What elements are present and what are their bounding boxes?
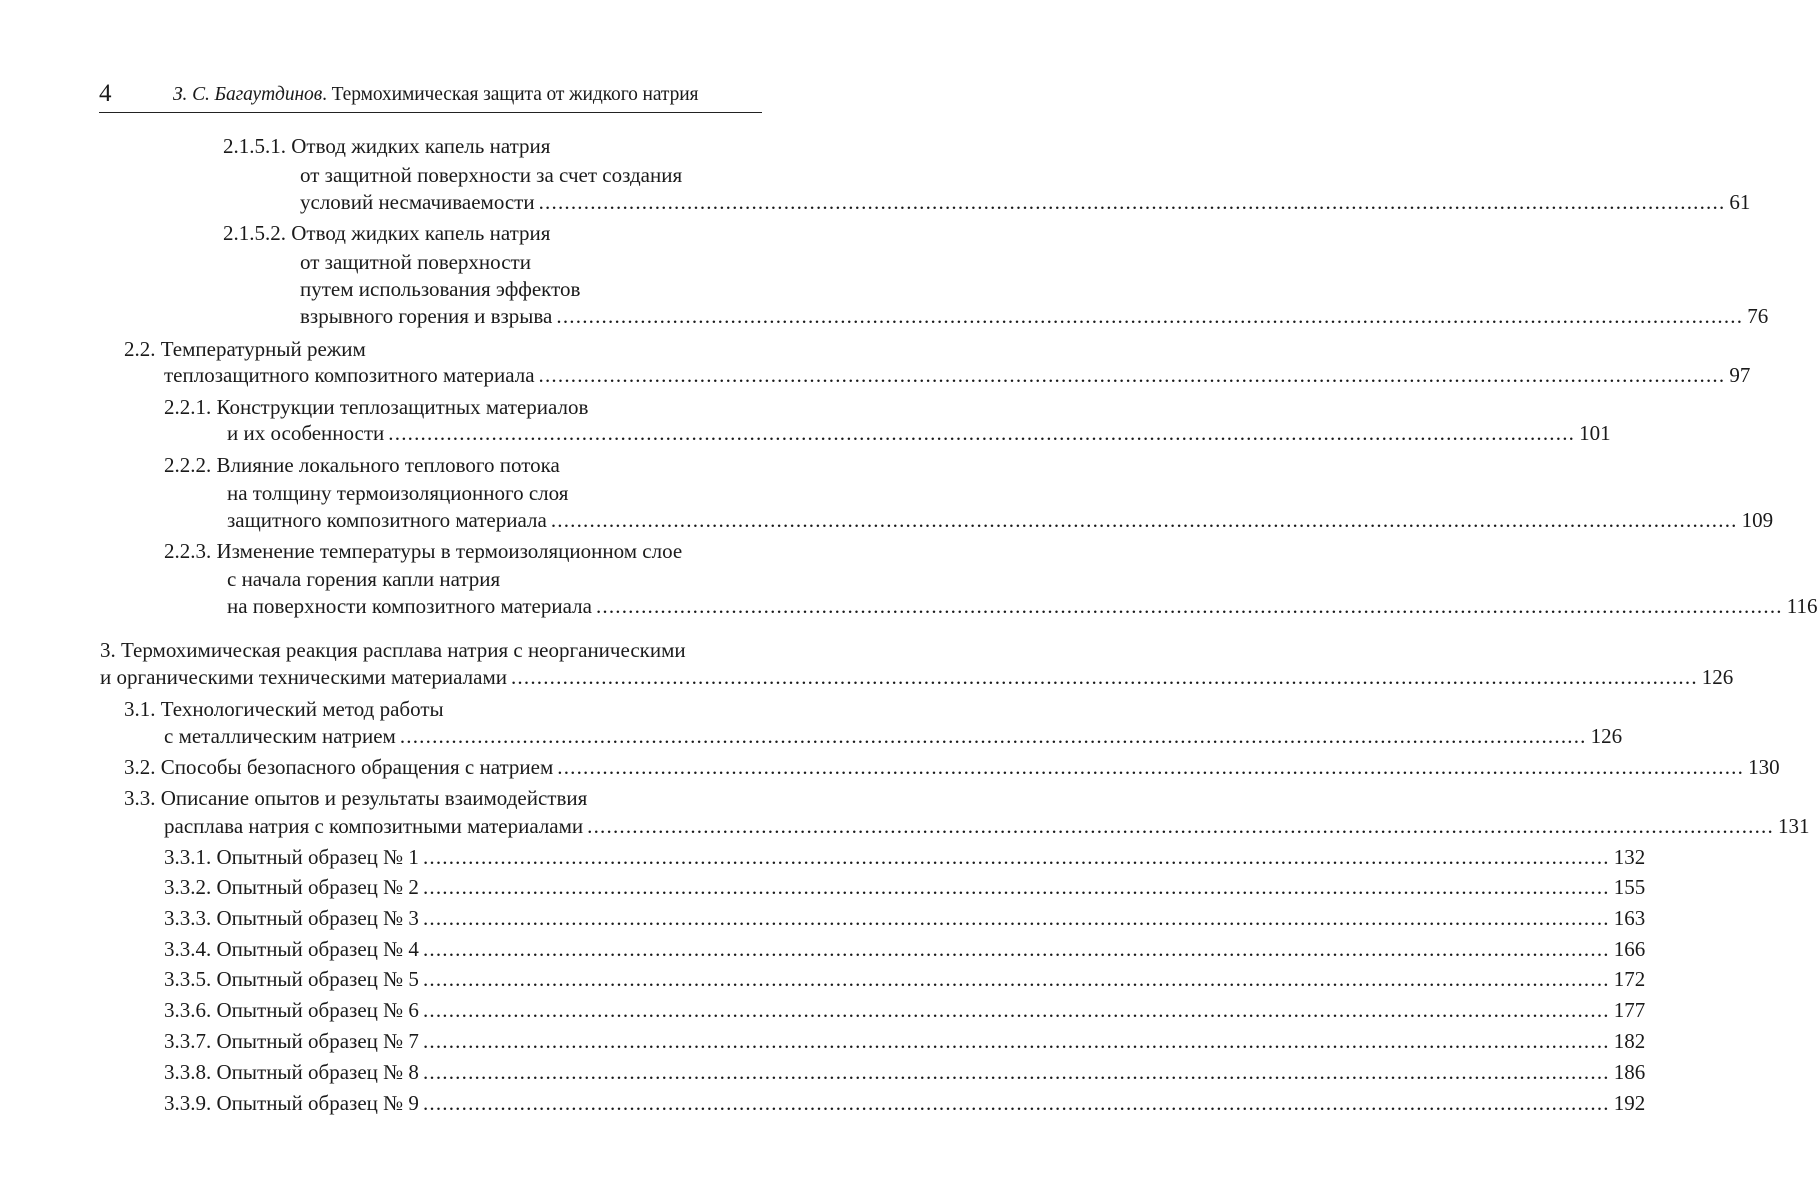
toc-entry-title: с металлическим натрием xyxy=(164,724,396,748)
toc-line: с начала горения капли натрия xyxy=(227,567,501,591)
toc-page-number: 132 xyxy=(1613,845,1646,869)
toc-page-number: 131 xyxy=(1777,814,1810,838)
toc-entry-title: взрывного горения и взрыва xyxy=(300,304,553,328)
toc-line: 3. Термохимическая реакция расплава натрия с неорганическими xyxy=(100,638,686,662)
toc-entry-title: 3.3.2. Опытный образец № 2 xyxy=(164,875,419,899)
dot-leader: ........................................................................................................................................................................................ xyxy=(422,998,1610,1022)
dot-leader: ........................................................................................................................................................................................ xyxy=(422,967,1610,991)
running-header xyxy=(99,78,762,113)
toc-page-number: 109 xyxy=(1741,508,1774,532)
dot-leader: ........................................................................................................................................................................................ xyxy=(557,755,1745,779)
toc-page-number: 97 xyxy=(1729,363,1751,387)
toc-entry-title: защитного композитного материала xyxy=(227,508,547,532)
dot-leader: ........................................................................................................................................................................................ xyxy=(587,814,1774,838)
dot-leader: ........................................................................................................................................................................................ xyxy=(422,937,1610,961)
toc-entry-title: теплозащитного композитного материала xyxy=(164,363,535,387)
toc-page-number: 163 xyxy=(1613,906,1646,930)
toc-page-number: 101 xyxy=(1579,421,1611,445)
toc-line: от защитной поверхности xyxy=(300,250,531,274)
toc-line: 2.2.1. Конструкции теплозащитных материалов xyxy=(164,395,589,419)
toc-page-number: 172 xyxy=(1613,967,1646,991)
dot-leader: ........................................................................................................................................................................................ xyxy=(399,724,1587,748)
toc-entry-title: 3.3.8. Опытный образец № 8 xyxy=(164,1060,419,1084)
toc-entry-title: и их особенности xyxy=(227,421,385,445)
toc-page-number: 116 xyxy=(1786,594,1817,618)
toc-page-number: 126 xyxy=(1590,724,1623,748)
toc-page-number: 182 xyxy=(1613,1029,1646,1053)
toc-entry-title: 3.3.9. Опытный образец № 9 xyxy=(164,1091,419,1115)
toc-entry-title: 3.2. Способы безопасного обращения с натрием xyxy=(124,755,554,779)
toc-page-number: 126 xyxy=(1701,665,1734,689)
toc-line: 2.2. Температурный режим xyxy=(124,337,366,361)
toc-entry-title: и органическими техническими материалами xyxy=(100,665,507,689)
dot-leader: ........................................................................................................................................................................................ xyxy=(422,906,1610,930)
toc-page-number: 76 xyxy=(1747,304,1769,328)
dot-leader: ........................................................................................................................................................................................ xyxy=(538,363,1726,387)
toc-page-number: 186 xyxy=(1613,1060,1646,1084)
dot-leader: ........................................................................................................................................................................................ xyxy=(556,304,1744,328)
toc-entry-title: 3.3.3. Опытный образец № 3 xyxy=(164,906,419,930)
page-number: 4 xyxy=(99,80,112,107)
toc-entry-title: 3.3.4. Опытный образец № 4 xyxy=(164,937,419,961)
toc-entry-title: условий несмачиваемости xyxy=(300,190,535,214)
dot-leader: ........................................................................................................................................................................................ xyxy=(388,421,1576,445)
toc-page-number: 130 xyxy=(1748,755,1780,779)
toc-page-number: 177 xyxy=(1613,998,1646,1022)
toc-line: на толщину термоизоляционного слоя xyxy=(227,481,569,505)
toc-line: 2.1.5.2. Отвод жидких капель натрия xyxy=(223,221,551,245)
toc-entry-title: 3.3.6. Опытный образец № 6 xyxy=(164,998,419,1022)
dot-leader: ........................................................................................................................................................................................ xyxy=(422,1029,1610,1053)
toc-entry-title: 3.3.5. Опытный образец № 5 xyxy=(164,967,419,991)
running-title xyxy=(173,83,698,107)
toc-entry-title: на поверхности композитного материала xyxy=(227,594,592,618)
toc-entry-title: расплава натрия с композитными материалами xyxy=(164,814,584,838)
book-title: . Термохимическая защита от жидкого натрия xyxy=(322,84,699,105)
toc-line: 2.1.5.1. Отвод жидких капель натрия xyxy=(223,134,551,158)
toc-line: путем использования эффектов xyxy=(300,277,581,301)
toc-line: 3.1. Технологический метод работы xyxy=(124,697,444,721)
toc-line: 2.2.3. Изменение температуры в термоизоляционном слое xyxy=(164,539,683,563)
toc-line: от защитной поверхности за счет создания xyxy=(300,163,683,187)
dot-leader: ........................................................................................................................................................................................ xyxy=(510,665,1698,689)
dot-leader: ........................................................................................................................................................................................ xyxy=(422,845,1610,869)
author-name: З. С. Багаутдинов xyxy=(173,84,323,105)
dot-leader: ........................................................................................................................................................................................ xyxy=(538,190,1726,214)
toc-entry-title: 3.3.7. Опытный образец № 7 xyxy=(164,1029,419,1053)
toc-page-number: 166 xyxy=(1613,937,1646,961)
toc-line: 3.3. Описание опытов и результаты взаимодействия xyxy=(124,786,588,810)
dot-leader: ........................................................................................................................................................................................ xyxy=(422,1091,1610,1115)
toc-page-number: 61 xyxy=(1729,190,1751,214)
dot-leader: ........................................................................................................................................................................................ xyxy=(595,594,1783,618)
toc-line: 2.2.2. Влияние локального теплового потока xyxy=(164,453,560,477)
dot-leader: ........................................................................................................................................................................................ xyxy=(422,875,1610,899)
dot-leader: ........................................................................................................................................................................................ xyxy=(550,508,1738,532)
dot-leader: ........................................................................................................................................................................................ xyxy=(422,1060,1610,1084)
toc-page-number: 192 xyxy=(1613,1091,1646,1115)
toc-entry-title: 3.3.1. Опытный образец № 1 xyxy=(164,845,419,869)
toc-page-number: 155 xyxy=(1613,875,1646,899)
